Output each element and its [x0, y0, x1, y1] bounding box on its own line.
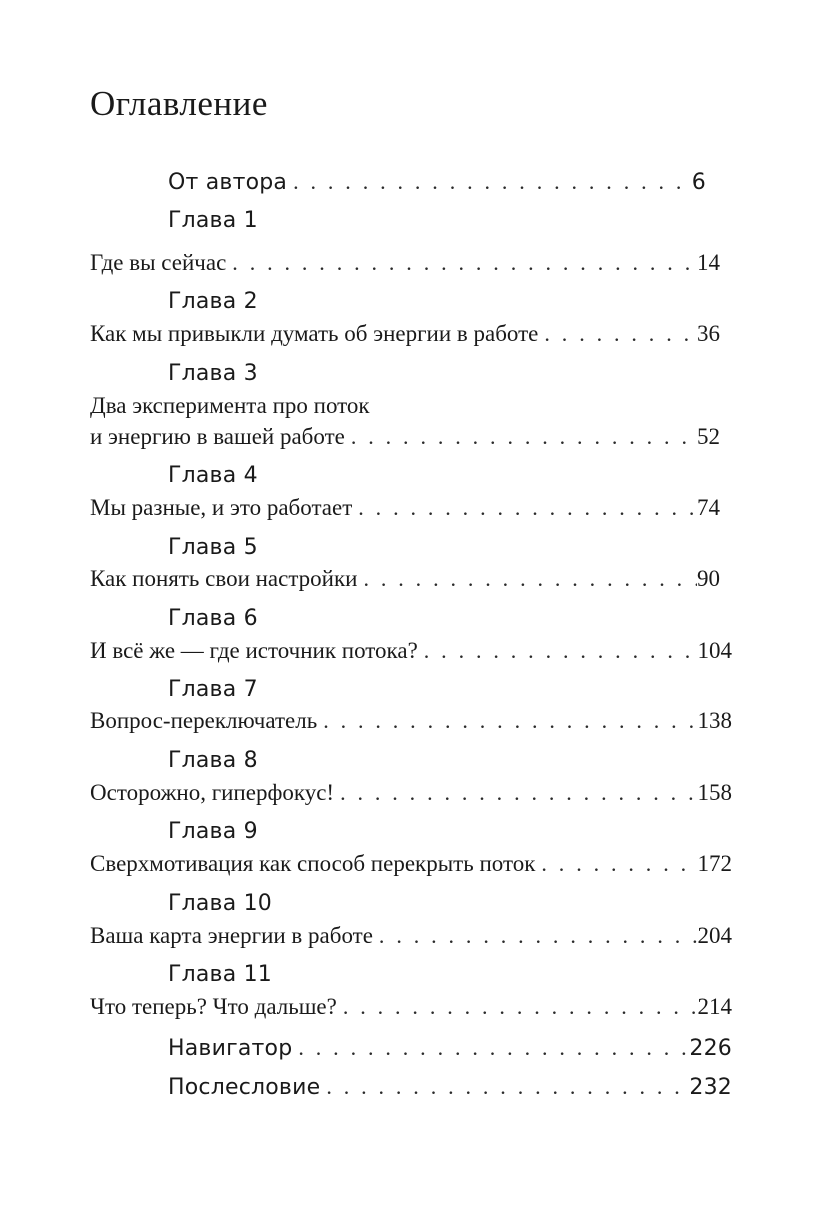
- toc-entry[interactable]: [90, 633, 732, 669]
- dot-leader: [334, 775, 697, 811]
- toc-entry-title: Как понять свои настройки: [90, 566, 358, 591]
- dot-leader: [352, 490, 697, 526]
- chapter-label: Глава 8: [168, 748, 258, 773]
- chapter-label: Глава 11: [168, 962, 272, 987]
- chapter-label: Глава 4: [168, 463, 258, 488]
- toc-entry-title: Сверхмотивация как способ перекрыть поток: [90, 851, 536, 876]
- toc-page-number: 6: [691, 170, 706, 195]
- toc-entry[interactable]: [90, 490, 720, 526]
- toc-page-number: 90: [697, 566, 720, 591]
- toc-entry[interactable]: [90, 846, 732, 882]
- toc-entry-title: Что теперь? Что дальше?: [90, 994, 337, 1019]
- toc-page-number: 214: [697, 994, 732, 1019]
- toc-entry-title: Осторожно, гиперфокус!: [90, 780, 335, 805]
- toc-entry-title-line1: Два эксперимента про поток: [90, 393, 370, 418]
- toc-page-number: 74: [697, 495, 720, 520]
- dot-leader: [317, 703, 697, 739]
- toc-entry[interactable]: [90, 775, 732, 811]
- toc-page-number: 52: [697, 424, 720, 449]
- dot-leader: [287, 164, 692, 200]
- toc-page-number: 226: [689, 1036, 732, 1061]
- toc-page-number: 14: [697, 250, 720, 275]
- toc-entry-title: И всё же — где источник потока?: [90, 638, 418, 663]
- chapter-label: Глава 7: [168, 677, 258, 702]
- toc-entry-title: Где вы сейчас: [90, 250, 227, 275]
- dot-leader: [320, 1069, 689, 1105]
- toc-page-number: 172: [697, 851, 732, 876]
- toc-entry[interactable]: [90, 703, 732, 739]
- chapter-label: Глава 3: [168, 361, 258, 386]
- dot-leader: [418, 633, 698, 669]
- toc-page-number: 104: [697, 638, 732, 663]
- chapter-label: Глава 6: [168, 606, 258, 631]
- toc-page-number: 204: [697, 923, 732, 948]
- toc-entry-title: От автора: [168, 170, 288, 195]
- toc-entry[interactable]: [90, 561, 720, 597]
- dot-leader: [292, 1030, 689, 1066]
- dot-leader: [535, 846, 697, 882]
- chapter-label: Глава 5: [168, 535, 258, 560]
- toc-entry-title: Как мы привыкли думать об энергии в работе: [90, 321, 539, 346]
- toc-entry-navigator[interactable]: [168, 1030, 732, 1066]
- dot-leader: [337, 989, 698, 1025]
- toc-entry-title: Вопрос-переключатель: [90, 708, 318, 733]
- toc-entry-from-author[interactable]: [168, 164, 706, 200]
- toc-entry[interactable]: [90, 989, 732, 1025]
- chapter-label: Глава 1: [168, 208, 258, 233]
- dot-leader: [357, 561, 697, 597]
- toc-entry-title: Послесловие: [168, 1075, 321, 1100]
- toc-page-number: 232: [689, 1075, 732, 1100]
- toc-page-number: 158: [697, 780, 732, 805]
- toc-page-number: 138: [697, 708, 732, 733]
- dot-leader: [373, 918, 698, 954]
- dot-leader: [226, 245, 697, 281]
- dot-leader: [538, 316, 697, 352]
- chapter-label: Глава 10: [168, 891, 272, 916]
- toc-entry-title: Навигатор: [168, 1036, 293, 1061]
- toc-entry[interactable]: [90, 316, 720, 352]
- toc-page-number: 36: [697, 321, 720, 346]
- chapter-label: Глава 9: [168, 819, 258, 844]
- toc-entry-afterword[interactable]: [168, 1069, 732, 1105]
- dot-leader: [345, 419, 697, 455]
- toc-entry[interactable]: [90, 245, 720, 281]
- chapter-label: Глава 2: [168, 289, 258, 314]
- toc-entry[interactable]: [90, 918, 732, 954]
- page-title: Оглавление: [90, 84, 268, 123]
- toc-entry-title: и энергию в вашей работе: [90, 424, 345, 449]
- toc-entry-title: Ваша карта энергии в работе: [90, 923, 373, 948]
- toc-entry[interactable]: [90, 419, 720, 455]
- toc-entry-title: Мы разные, и это работает: [90, 495, 353, 520]
